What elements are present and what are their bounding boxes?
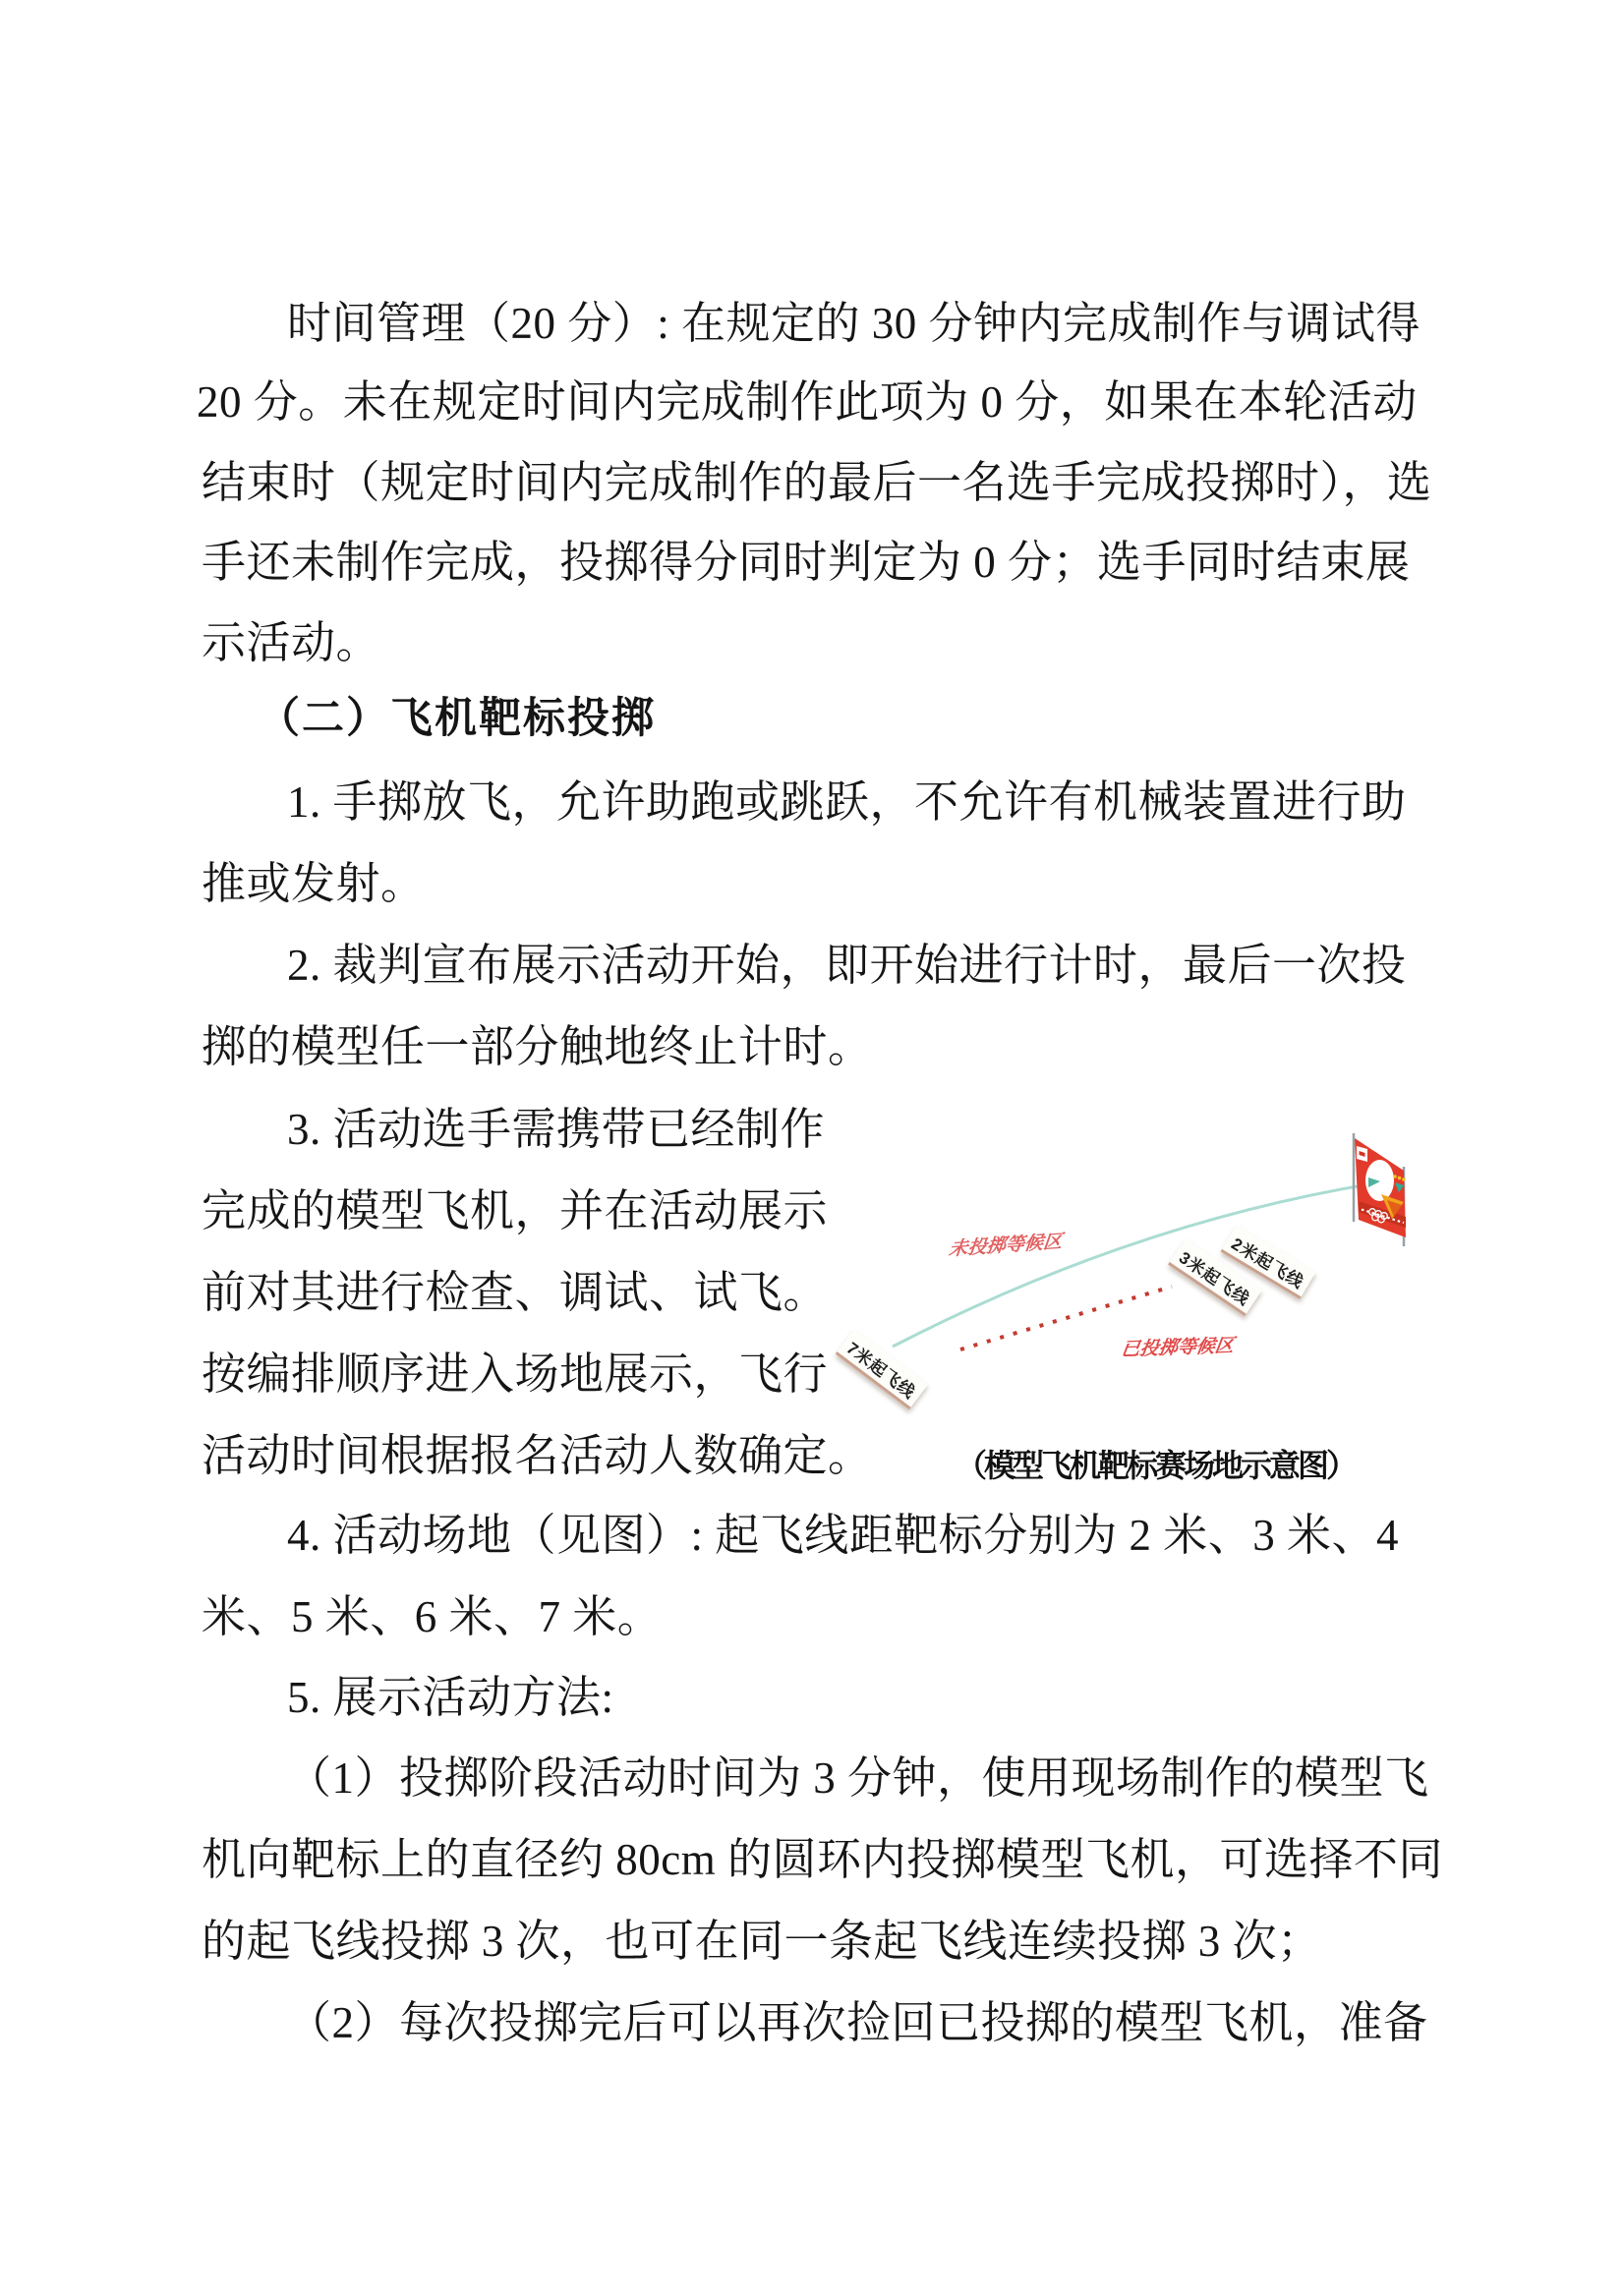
text-line-10: 掷的模型任一部分触地终止计时。 xyxy=(202,1022,873,1071)
text-line-22: （2）每次投掷完后可以再次捡回已投掷的模型飞机，准备 xyxy=(287,1998,1428,2047)
text-line-13: 前对其进行检查、调试、试飞。 xyxy=(202,1268,829,1317)
section-heading: （二）飞机靶标投掷 xyxy=(258,695,656,742)
text-line-5: 示活动。 xyxy=(202,618,381,667)
text-line-20: 机向靶标上的直径约 80cm 的圆环内投掷模型飞机，可选择不同 xyxy=(202,1835,1443,1884)
text-line-1: 时间管理（20 分）: 在规定的 30 分钟内完成制作与调试得 xyxy=(287,299,1421,348)
text-line-19: （1）投掷阶段活动时间为 3 分钟，使用现场制作的模型飞 xyxy=(287,1753,1429,1803)
text-line-18: 5. 展示活动方法: xyxy=(287,1673,614,1722)
text-line-12: 完成的模型飞机，并在活动展示 xyxy=(202,1186,829,1235)
text-line-4: 手还未制作完成，投掷得分同时判定为 0 分；选手同时结束展 xyxy=(202,538,1411,587)
takeoff-line-label-3m: 3米起飞线 xyxy=(1168,1238,1262,1316)
text-line-11: 3. 活动选手需携带已经制作 xyxy=(287,1105,826,1154)
text-line-15: 活动时间根据报名活动人数确定。 xyxy=(202,1431,873,1480)
text-line-9: 2. 裁判宣布展示活动开始，即开始进行计时，最后一次投 xyxy=(287,941,1407,990)
zone-label-thrown: 已投掷等候区 xyxy=(1119,1336,1236,1360)
text-line-17: 米、5 米、6 米、7 米。 xyxy=(202,1592,663,1641)
takeoff-line-label-7m: 7米起飞线 xyxy=(836,1329,929,1409)
text-line-2: 20 分。未在规定时间内完成制作此项为 0 分，如果在本轮活动 xyxy=(197,377,1418,427)
text-line-16: 4. 活动场地（见图）: 起飞线距靶标分别为 2 米、3 米、4 xyxy=(287,1511,1400,1560)
text-line-8: 推或发射。 xyxy=(202,859,426,908)
field-diagram xyxy=(826,1120,1514,1494)
text-line-21: 的起飞线投掷 3 次，也可在同一条起飞线连续投掷 3 次； xyxy=(202,1917,1322,1966)
figure-caption: （模型飞机靶标赛场地示意图） xyxy=(956,1448,1356,1483)
text-line-3: 结束时（规定时间内完成制作的最后一名选手完成投掷时），选 xyxy=(202,458,1432,507)
text-line-7: 1. 手掷放飞，允许助跑或跳跃，不允许有机械装置进行助 xyxy=(287,777,1407,827)
takeoff-line-label-2m: 2米起飞线 xyxy=(1221,1225,1316,1299)
text-line-14: 按编排顺序进入场地展示，飞行 xyxy=(202,1349,829,1399)
zone-label-not-thrown: 未投掷等候区 xyxy=(948,1232,1064,1260)
